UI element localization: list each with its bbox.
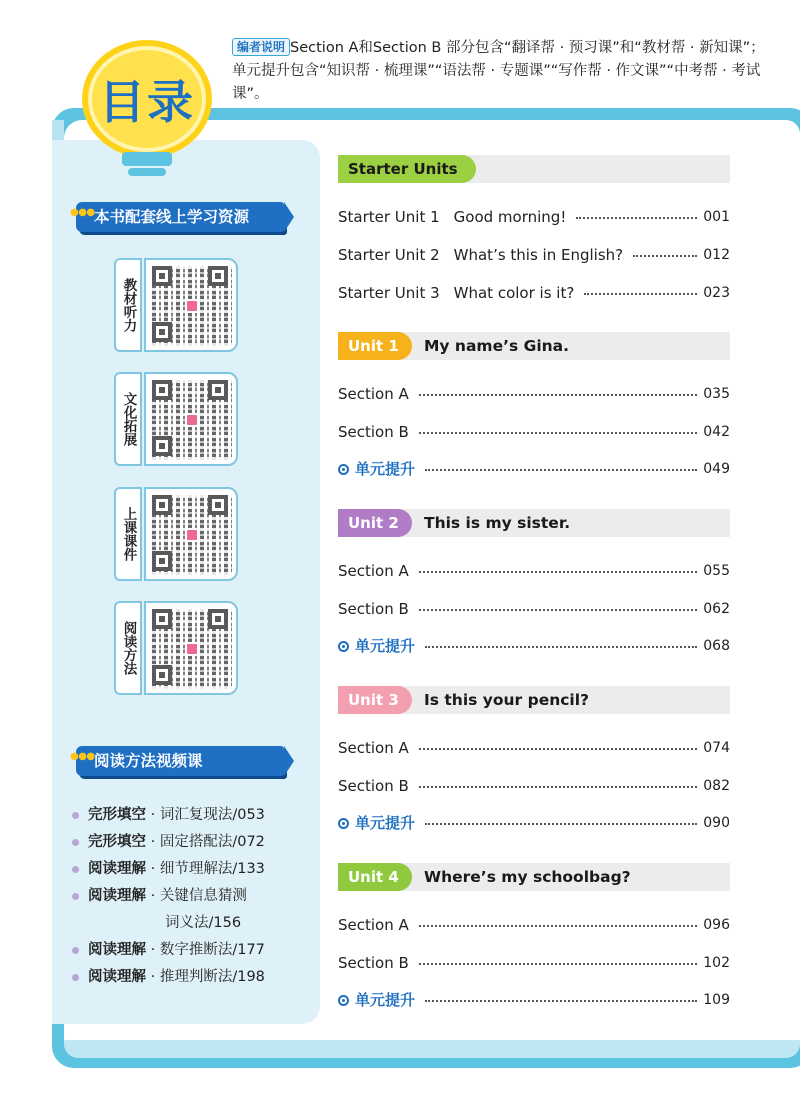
qr-code-frame[interactable] <box>144 487 238 581</box>
toc-section-text: Section B <box>338 776 409 795</box>
dotted-leader <box>584 285 697 295</box>
method-detail: · 细节理解法/133 <box>146 861 265 877</box>
dotted-leader <box>419 778 697 788</box>
toc-row-unit-review[interactable] <box>338 458 730 480</box>
toc-section-text: Section A <box>338 562 409 580</box>
method-item <box>72 856 312 883</box>
title-bulb <box>82 40 212 170</box>
dotted-leader <box>419 601 697 611</box>
method-category: 完形填空 <box>88 807 146 823</box>
qr-finder <box>208 266 228 286</box>
unit-tag: Unit 4 <box>338 863 412 891</box>
toc-page-number: 042 <box>703 423 730 440</box>
method-detail: · 数字推断法/177 <box>146 942 265 958</box>
qr-code-frame[interactable] <box>144 258 238 352</box>
qr-finder <box>152 380 172 400</box>
target-icon <box>338 995 349 1006</box>
page-title: 目录 <box>99 75 195 129</box>
dotted-leader <box>419 917 698 927</box>
toc-title: What color is it? <box>453 284 575 302</box>
dotted-leader <box>425 815 697 825</box>
qr-code-icon[interactable] <box>152 266 232 346</box>
qr-resource-block[interactable] <box>114 372 238 466</box>
toc-section-text: Section A <box>338 916 409 934</box>
toc-page-number: 090 <box>703 815 730 831</box>
toc-section-label <box>338 775 409 797</box>
toc-row[interactable] <box>338 206 730 228</box>
toc-page-number: 082 <box>703 777 730 794</box>
toc-section-text: 单元提升 <box>355 637 416 655</box>
method-category: 阅读理解 <box>88 942 146 958</box>
dotted-leader <box>419 424 697 434</box>
qr-finder <box>152 609 172 629</box>
toc-section-text: 单元提升 <box>355 991 416 1009</box>
method-item <box>72 883 312 937</box>
qr-code-frame[interactable] <box>144 372 238 466</box>
heading-arrow-icon <box>284 746 294 776</box>
toc-section-label <box>338 989 415 1011</box>
dotted-leader <box>419 740 698 750</box>
toc-section-label <box>338 952 409 974</box>
toc-section-text: Section B <box>338 422 409 441</box>
decor-dots-icon: ● ● ● <box>70 751 94 762</box>
toc-page-number: 035 <box>703 386 730 402</box>
toc-section-text: Section A <box>338 739 409 757</box>
qr-code-icon[interactable] <box>152 495 232 575</box>
toc-page-number: 001 <box>703 209 730 225</box>
qr-resource-block[interactable] <box>114 258 238 352</box>
methods-heading-label: 阅读方法视频课 <box>94 752 203 770</box>
dotted-leader <box>633 247 697 257</box>
qr-finder <box>152 551 172 571</box>
toc-section-text: Section A <box>338 385 409 403</box>
qr-finder <box>152 436 172 456</box>
toc-row[interactable] <box>338 560 730 582</box>
method-detail: · 关键信息猜测 <box>146 888 247 904</box>
toc-section-text: 单元提升 <box>355 460 416 478</box>
toc-section-text: Section B <box>338 599 409 618</box>
toc-page-number: 023 <box>703 285 730 301</box>
qr-finder <box>208 380 228 400</box>
toc-section-text: 单元提升 <box>355 814 416 832</box>
qr-finder <box>152 266 172 286</box>
toc-row[interactable] <box>338 421 730 443</box>
bullet-icon <box>72 893 79 900</box>
qr-logo-icon <box>185 642 199 656</box>
qr-label: 教材听力 <box>114 258 142 352</box>
toc-page-number: 049 <box>703 461 730 477</box>
qr-code-icon[interactable] <box>152 380 232 460</box>
resources-heading <box>70 202 284 232</box>
target-icon <box>338 464 349 475</box>
decor-dots-icon: ● ● ● <box>70 207 94 218</box>
editor-note <box>232 37 772 106</box>
dotted-leader <box>419 563 698 573</box>
unit-tag: Unit 1 <box>338 332 412 360</box>
qr-logo-icon <box>185 299 199 313</box>
qr-finder <box>208 495 228 515</box>
editor-note-tag: 编者说明 <box>232 38 290 56</box>
toc-unit-label: Starter Unit 2 <box>338 246 440 264</box>
qr-finder <box>152 495 172 515</box>
editor-note-text: Section A和Section B 部分包含“翻译帮 · 预习课”和“教材帮 · 新知课”；单元提升包含“知识帮 · 梳理课”“语法帮 · 专题课”“写作帮 · 作文课”“中考帮 · 考试课”。 <box>232 40 765 102</box>
toc-row[interactable] <box>338 244 730 266</box>
bulb-base <box>122 152 172 166</box>
unit-title: This is my sister. <box>424 514 571 532</box>
toc-row-unit-review[interactable] <box>338 635 730 657</box>
toc-section-label <box>338 458 415 480</box>
unit-tag: Unit 2 <box>338 509 412 537</box>
qr-code-icon[interactable] <box>152 609 232 689</box>
dotted-leader <box>425 461 697 471</box>
toc-title: Good morning! <box>453 208 567 226</box>
method-category: 阅读理解 <box>88 888 146 904</box>
toc-row[interactable] <box>338 737 730 759</box>
bullet-icon <box>72 974 79 981</box>
toc-page-number: 074 <box>703 740 730 756</box>
qr-label: 阅读方法 <box>114 601 142 695</box>
toc-unit-label: Starter Unit 3 <box>338 284 440 302</box>
toc-section-label <box>338 914 409 936</box>
qr-logo-icon <box>185 413 199 427</box>
toc-page-number: 012 <box>703 247 730 263</box>
toc-section-label <box>338 635 415 657</box>
toc-section-label <box>338 383 409 405</box>
toc-section-label <box>338 737 409 759</box>
bulb-base-bottom <box>128 168 166 176</box>
method-category: 阅读理解 <box>88 969 146 985</box>
toc-row[interactable] <box>338 383 730 405</box>
method-category: 阅读理解 <box>88 861 146 877</box>
dotted-leader <box>419 955 697 965</box>
qr-label: 上课课件 <box>114 487 142 581</box>
unit-tag: Unit 3 <box>338 686 412 714</box>
bullet-icon <box>72 812 79 819</box>
qr-logo-icon <box>185 528 199 542</box>
qr-code-frame[interactable] <box>144 601 238 695</box>
starter-units-label: Starter Units <box>338 155 476 183</box>
target-icon <box>338 818 349 829</box>
methods-list <box>72 802 312 991</box>
method-item <box>72 964 312 991</box>
toc-row[interactable] <box>338 598 730 620</box>
unit-title: Is this your pencil? <box>424 691 590 709</box>
toc-section-label <box>338 812 415 834</box>
unit-title: My name’s Gina. <box>424 337 570 355</box>
heading-arrow-icon <box>284 202 294 232</box>
bullet-icon <box>72 947 79 954</box>
method-detail: · 推理判断法/198 <box>146 969 265 985</box>
toc-section-text: Section B <box>338 953 409 972</box>
dotted-leader <box>425 638 697 648</box>
toc-row-unit-review[interactable] <box>338 812 730 834</box>
bullet-icon <box>72 866 79 873</box>
method-item <box>72 802 312 829</box>
toc-row-unit-review[interactable] <box>338 989 730 1011</box>
toc-page-number: 109 <box>703 992 730 1008</box>
toc-section-label <box>338 560 409 582</box>
qr-resource-block[interactable] <box>114 487 238 581</box>
toc-page-number: 102 <box>703 954 730 971</box>
bullet-icon <box>72 839 79 846</box>
method-category: 完形填空 <box>88 834 146 850</box>
toc-page-number: 068 <box>703 638 730 654</box>
toc-unit-label: Starter Unit 1 <box>338 208 440 226</box>
methods-heading <box>70 746 284 776</box>
toc-section-label <box>338 421 409 443</box>
method-detail: · 词汇复现法/053 <box>146 807 265 823</box>
method-detail-continued: 词义法/156 <box>165 915 242 931</box>
target-icon <box>338 641 349 652</box>
dotted-leader <box>425 992 697 1002</box>
toc-page-number: 062 <box>703 600 730 617</box>
method-item <box>72 937 312 964</box>
toc-page-number: 055 <box>703 563 730 579</box>
dotted-leader <box>576 209 697 219</box>
toc-section-label <box>338 598 409 620</box>
toc-title: What’s this in English? <box>453 246 624 264</box>
toc-row[interactable] <box>338 952 730 974</box>
toc-page-number: 096 <box>703 917 730 933</box>
qr-finder <box>208 609 228 629</box>
frame-bottom-strip <box>64 1040 800 1058</box>
qr-finder <box>152 665 172 685</box>
toc-row[interactable] <box>338 282 730 304</box>
qr-finder <box>152 322 172 342</box>
resources-heading-label: 本书配套线上学习资源 <box>94 208 250 226</box>
method-detail: · 固定搭配法/072 <box>146 834 265 850</box>
unit-title: Where’s my schoolbag? <box>424 868 631 886</box>
qr-label: 文化拓展 <box>114 372 142 466</box>
qr-resource-block[interactable] <box>114 601 238 695</box>
method-item <box>72 829 312 856</box>
dotted-leader <box>419 386 698 396</box>
toc-row[interactable] <box>338 914 730 936</box>
toc-row[interactable] <box>338 775 730 797</box>
